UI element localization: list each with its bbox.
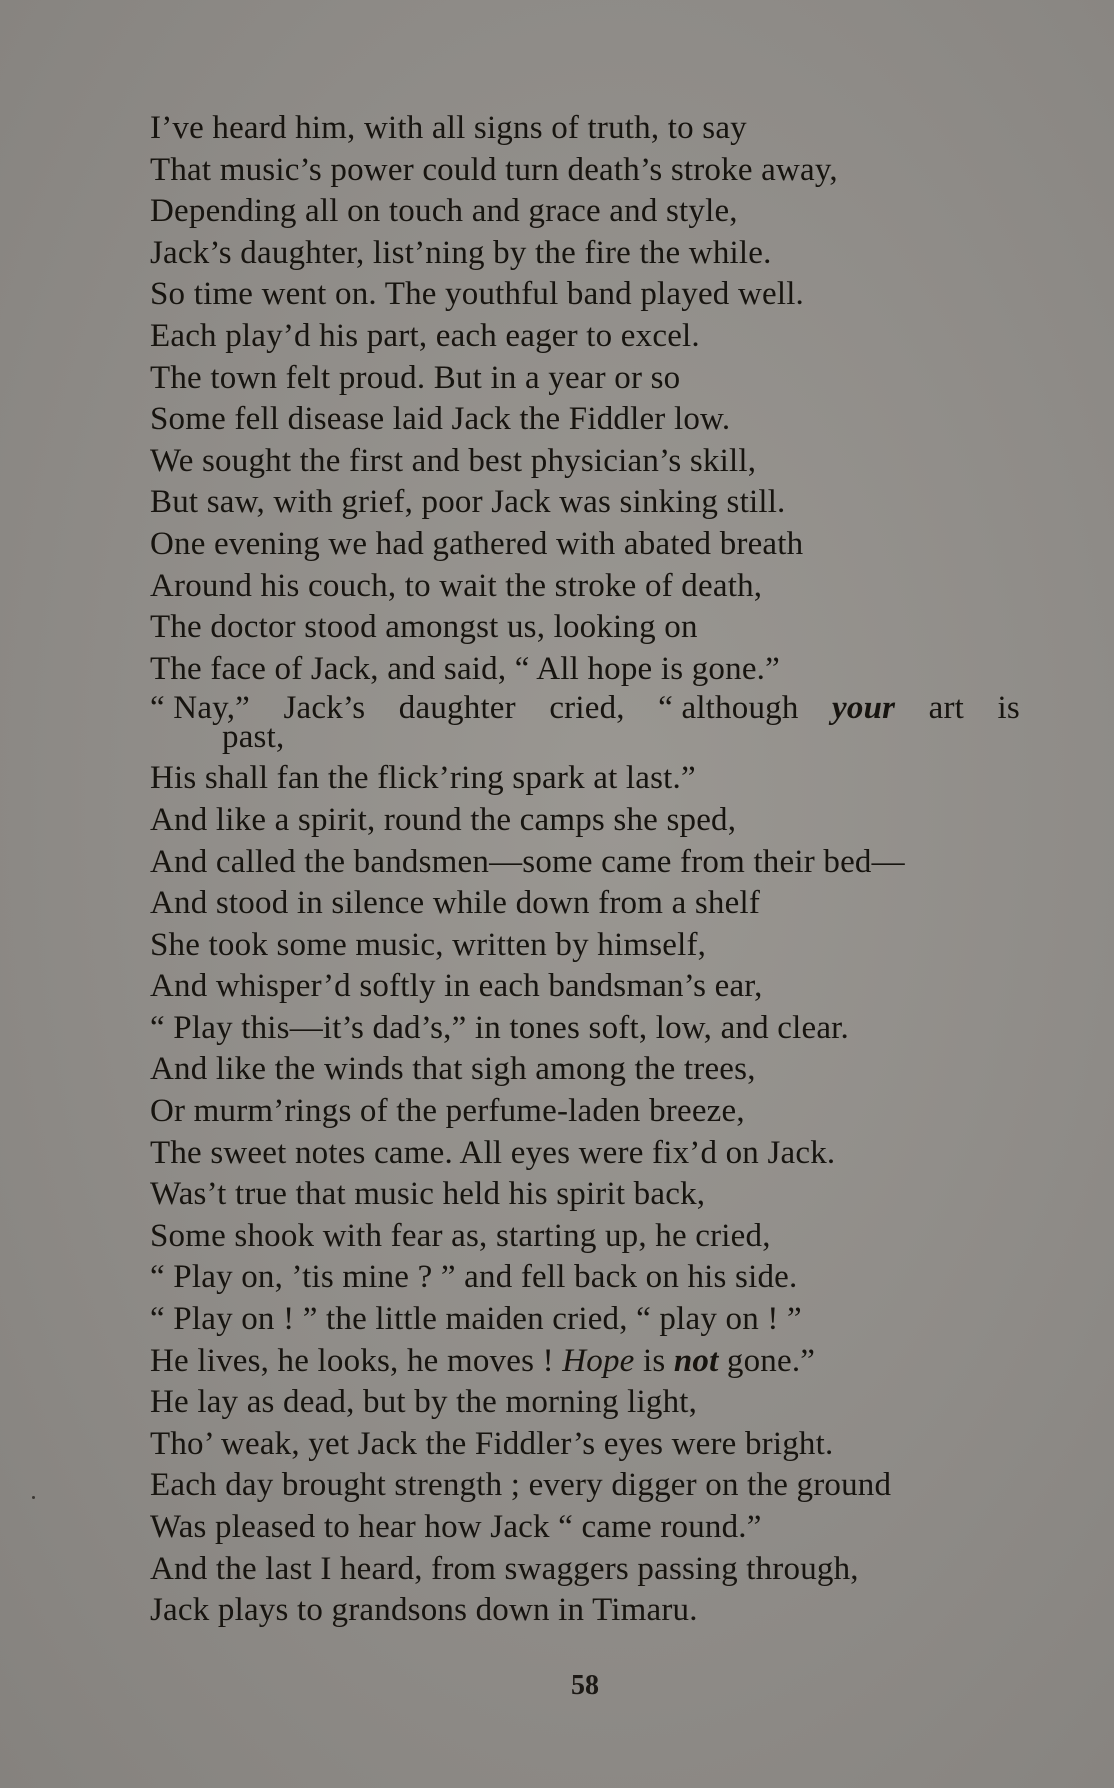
poem-line: Or murm’rings of the perfume-laden breeze, bbox=[150, 1093, 745, 1130]
poem-line: Tho’ weak, yet Jack the Fiddler’s eyes were bright. bbox=[150, 1425, 834, 1462]
poem-line-continuation: past, bbox=[222, 719, 285, 756]
poem-line: Some shook with fear as, starting up, he cried, bbox=[150, 1217, 771, 1254]
poem-line: The doctor stood amongst us, looking on bbox=[150, 609, 698, 646]
poem-line: And stood in silence while down from a shelf bbox=[150, 885, 761, 922]
poem-line bbox=[150, 1341, 1030, 1383]
word: cried, bbox=[549, 690, 625, 727]
poem-line: But saw, with grief, poor Jack was sinking still. bbox=[150, 484, 786, 521]
poem-body bbox=[150, 108, 1030, 1632]
poem-line: His shall fan the flick’ring spark at last.” bbox=[150, 760, 696, 797]
poem-line: “ Play this—it’s dad’s,” in tones soft, low, and clear. bbox=[150, 1009, 850, 1046]
poem-line: The face of Jack, and said, “ All hope is gone.” bbox=[150, 650, 780, 687]
word: daughter bbox=[398, 690, 516, 727]
poem-line: And like a spirit, round the camps she sped, bbox=[150, 801, 737, 838]
poem-line: The town felt proud. But in a year or so bbox=[150, 359, 681, 396]
poem-line: He lay as dead, but by the morning light, bbox=[150, 1384, 698, 1421]
paper-speck bbox=[32, 1496, 35, 1499]
word: Jack’s bbox=[283, 690, 366, 727]
word-italic: not bbox=[673, 1342, 719, 1379]
line-text: He lives, he looks, he moves ! bbox=[150, 1342, 563, 1379]
poem-line: Was’t true that music held his spirit back, bbox=[150, 1176, 706, 1213]
page-number: 58 bbox=[571, 1670, 599, 1701]
poem-line: And called the bandsmen—some came from their bed— bbox=[150, 843, 905, 880]
poem-line: The sweet notes came. All eyes were fix’d on Jack. bbox=[150, 1134, 836, 1171]
poem-line: Depending all on touch and grace and style, bbox=[150, 193, 738, 230]
poem-line: Around his couch, to wait the stroke of death, bbox=[150, 567, 763, 604]
word: “ although bbox=[658, 690, 799, 727]
poem-line: Some fell disease laid Jack the Fiddler low. bbox=[150, 401, 731, 438]
poem-line: Jack plays to grandsons down in Timaru. bbox=[150, 1592, 698, 1629]
poem-line: “ Play on ! ” the little maiden cried, “ play on ! ” bbox=[150, 1301, 802, 1338]
poem-line: And the last I heard, from swaggers passing through, bbox=[150, 1550, 859, 1587]
word: “ Nay,” bbox=[150, 690, 251, 727]
poem-line: Each day brought strength ; every digger on the ground bbox=[150, 1467, 892, 1504]
poem-line: So time went on. The youthful band played well. bbox=[150, 276, 805, 313]
poem-line: We sought the first and best physician’s skill, bbox=[150, 442, 757, 479]
line-text: is bbox=[634, 1342, 674, 1379]
poem-line: One evening we had gathered with abated breath bbox=[150, 525, 804, 562]
poem-line: “ Play on, ’tis mine ? ” and fell back on his side. bbox=[150, 1259, 798, 1296]
poem-line: I’ve heard him, with all signs of truth, to say bbox=[150, 110, 747, 146]
word-italic: your bbox=[832, 690, 896, 727]
poem-line: Jack’s daughter, list’ning by the fire the while. bbox=[150, 234, 772, 271]
poem-line: That music’s power could turn death’s stroke away, bbox=[150, 151, 838, 188]
line-text: gone.” bbox=[718, 1342, 816, 1379]
poem-line: Was pleased to hear how Jack “ came round.” bbox=[150, 1509, 762, 1545]
word: art bbox=[928, 690, 965, 727]
poem-line: She took some music, written by himself, bbox=[150, 926, 707, 963]
poem-line: And like the winds that sigh among the trees, bbox=[150, 1051, 756, 1088]
word: is bbox=[997, 690, 1020, 727]
word-italic: Hope bbox=[562, 1342, 635, 1379]
poem-line: Each play’d his part, each eager to excel. bbox=[150, 317, 700, 354]
poem-line: And whisper’d softly in each bandsman’s ear, bbox=[150, 968, 763, 1005]
